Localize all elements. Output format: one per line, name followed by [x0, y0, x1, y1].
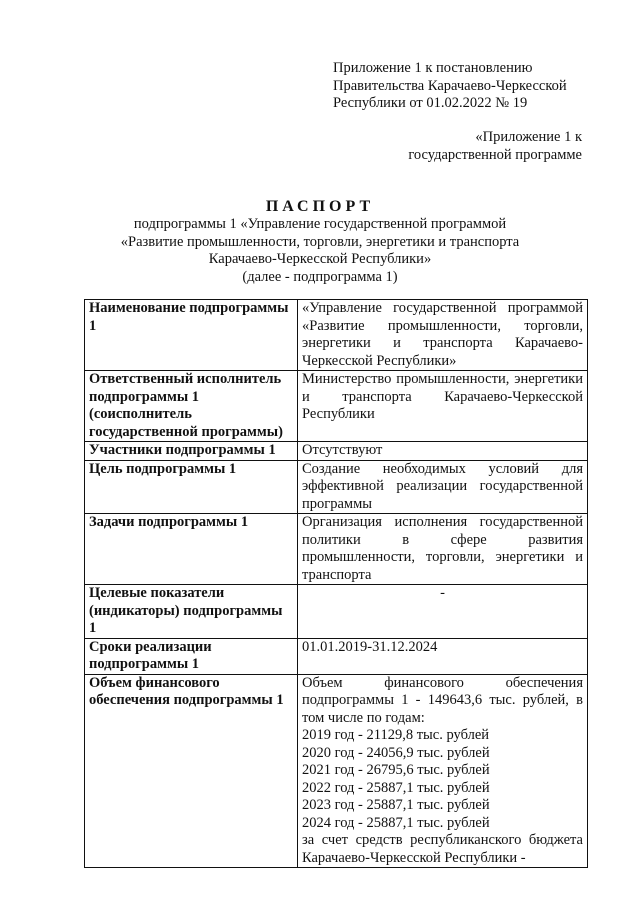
appendix-reference: [333, 60, 567, 113]
funding-year: 2020 год - 24056,9 тыс. рублей: [302, 744, 490, 761]
subtitle-line: «Развитие промышленности, торговли, энергетики и транспорта: [120, 233, 520, 250]
appendix2-line: государственной программе: [408, 146, 582, 163]
row-label: Цель подпрограммы 1: [85, 460, 298, 514]
row-label: Участники подпрограммы 1: [85, 442, 298, 461]
row-value: Создание необходимых условий для эффективной реализации государственной программы: [298, 460, 588, 514]
row-value: 01.01.2019-31.12.2024: [298, 638, 588, 674]
table-row: [85, 371, 588, 442]
funding-year: 2023 год - 25887,1 тыс. рублей: [302, 797, 490, 813]
appendix-line: Правительства Карачаево-Черкесской: [333, 77, 567, 94]
table-row: [85, 300, 588, 371]
document-title: ПАСПОРТ: [265, 198, 375, 215]
appendix-line: Республики от 01.02.2022 № 19: [333, 95, 528, 111]
funding-year: 2022 год - 25887,1 тыс. рублей: [302, 779, 490, 796]
row-label: Задачи подпрограммы 1: [85, 514, 298, 585]
funding-year: 2021 год - 26795,6 тыс. рублей: [302, 762, 490, 778]
passport-table: [84, 299, 588, 868]
row-label: Сроки реализации подпрограммы 1: [85, 638, 298, 674]
row-label: Ответственный исполнитель подпрограммы 1 (соисполнитель государственной программы): [85, 371, 298, 442]
row-value: -: [298, 585, 588, 639]
table-row: [85, 514, 588, 585]
row-value: «Управление государственной программой «Развитие промышленности, торговли, энергетики и транспорта Карачаево-Черкесской Республики»: [298, 300, 588, 371]
program-appendix-reference: [398, 129, 582, 164]
subtitle-line: (далее - подпрограмма 1): [242, 268, 398, 285]
table-row: [85, 460, 588, 514]
funding-year: 2024 год - 25887,1 тыс. рублей: [302, 814, 490, 831]
table-row: [85, 442, 588, 461]
row-value: Организация исполнения государственной политики в сфере развития промышленности, торговли, энергетики и транспорта: [298, 514, 588, 585]
funding-year: 2019 год - 21129,8 тыс. рублей: [302, 727, 490, 743]
row-value: Министерство промышленности, энергетики и транспорта Карачаево-Черкесской Республики: [298, 371, 588, 442]
table-row: [85, 638, 588, 674]
funding-value: [298, 674, 588, 868]
funding-label: Объем финансового обеспечения подпрограммы 1: [85, 674, 298, 868]
row-label: Целевые показатели (индикаторы) подпрограммы 1: [85, 585, 298, 639]
funding-intro: Объем финансового обеспечения подпрограммы 1 - 149643,6 тыс. рублей, в том числе по годам:: [302, 674, 583, 726]
appendix-line: Приложение 1 к постановлению: [333, 60, 533, 76]
funding-outro: за счет средств республиканского бюджета Карачаево-Черкесской Республики -: [302, 832, 583, 866]
subtitle-line: подпрограммы 1 «Управление государственной программой: [133, 216, 507, 232]
row-label: Наименование подпрограммы 1: [85, 300, 298, 371]
appendix2-line: «Приложение 1 к: [475, 129, 582, 145]
document-subtitle: [90, 216, 550, 286]
row-value: Отсутствуют: [298, 442, 588, 461]
table-row-funding: [85, 674, 588, 868]
subtitle-line: Карачаево-Черкесской Республики»: [208, 251, 432, 267]
table-row: [85, 585, 588, 639]
